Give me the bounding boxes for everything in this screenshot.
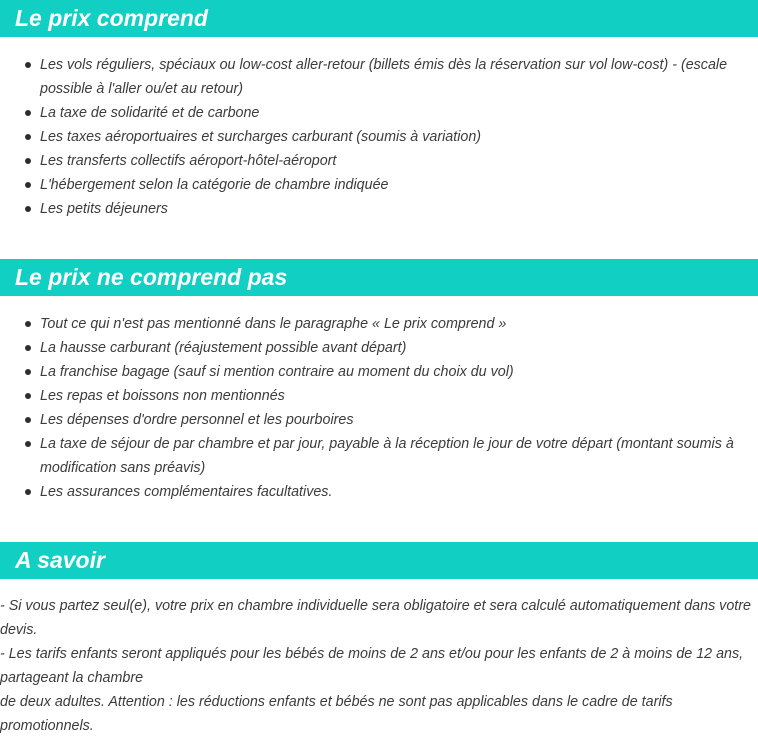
bullet-icon	[25, 110, 31, 116]
section-title: Le prix comprend	[0, 0, 758, 37]
bullet-icon	[25, 345, 31, 351]
list-item-text: L'hébergement selon la catégorie de chambre indiquée	[40, 177, 389, 193]
bullet-icon	[25, 369, 31, 375]
list-item-text: Les assurances complémentaires facultatives.	[40, 484, 333, 500]
bullet-icon	[25, 158, 31, 164]
list-item	[0, 384, 758, 408]
list-item	[0, 125, 758, 149]
list-item-text: La hausse carburant (réajustement possible avant départ)	[40, 340, 407, 356]
bullet-icon	[25, 393, 31, 399]
list-item-text: Les vols réguliers, spéciaux ou low-cost aller-retour (billets émis dès la réservation sur vol low-cost) - (escale possible à l'aller ou/et au retour)	[40, 57, 728, 97]
list-item	[0, 360, 758, 384]
list-item-text: La taxe de séjour de par chambre et par jour, payable à la réception le jour de votre départ (montant soumis à modification sans préavis)	[40, 436, 734, 476]
included-list	[0, 53, 758, 221]
list-item	[0, 432, 758, 480]
section-a-savoir	[0, 542, 758, 738]
list-item	[0, 173, 758, 197]
list-item-text: Les taxes aéroportuaires et surcharges carburant (soumis à variation)	[40, 129, 482, 145]
list-item-text: Les petits déjeuners	[40, 201, 168, 217]
list-item-text: Les transferts collectifs aéroport-hôtel-aéroport	[40, 153, 337, 169]
bullet-icon	[25, 441, 31, 447]
list-item-text: Les repas et boissons non mentionnés	[40, 388, 285, 404]
section-le-prix-ne-comprend-pas	[0, 259, 758, 504]
list-item	[0, 336, 758, 360]
list-item	[0, 101, 758, 125]
paragraph: - Les tarifs enfants seront appliqués pour les bébés de moins de 2 ans et/ou pour les enfants de 2 à moins de 12 ans, partageant la chambre	[0, 646, 744, 686]
paragraph: de deux adultes. Attention : les réductions enfants et bébés ne sont pas applicables dans le cadre de tarifs promotionnels.	[0, 694, 673, 734]
section-title: A savoir	[0, 542, 758, 579]
bullet-icon	[25, 321, 31, 327]
paragraph: - Si vous partez seul(e), votre prix en chambre individuelle sera obligatoire et sera calculé automatiquement dans votre devis.	[0, 598, 751, 638]
list-item-text: La taxe de solidarité et de carbone	[40, 105, 260, 121]
list-item	[0, 197, 758, 221]
list-item	[0, 53, 758, 101]
list-item	[0, 312, 758, 336]
section-title: Le prix ne comprend pas	[0, 259, 758, 296]
section-le-prix-comprend	[0, 0, 758, 221]
list-item-text: La franchise bagage (sauf si mention contraire au moment du choix du vol)	[40, 364, 514, 380]
bullet-icon	[25, 206, 31, 212]
bullet-icon	[25, 134, 31, 140]
bullet-icon	[25, 62, 31, 68]
list-item-text: Les dépenses d'ordre personnel et les pourboires	[40, 412, 354, 428]
a-savoir-text	[0, 594, 758, 738]
list-item-text: Tout ce qui n'est pas mentionné dans le paragraphe « Le prix comprend »	[40, 316, 507, 332]
list-item	[0, 480, 758, 504]
list-item	[0, 149, 758, 173]
list-item	[0, 408, 758, 432]
excluded-list	[0, 312, 758, 504]
bullet-icon	[25, 182, 31, 188]
bullet-icon	[25, 489, 31, 495]
bullet-icon	[25, 417, 31, 423]
